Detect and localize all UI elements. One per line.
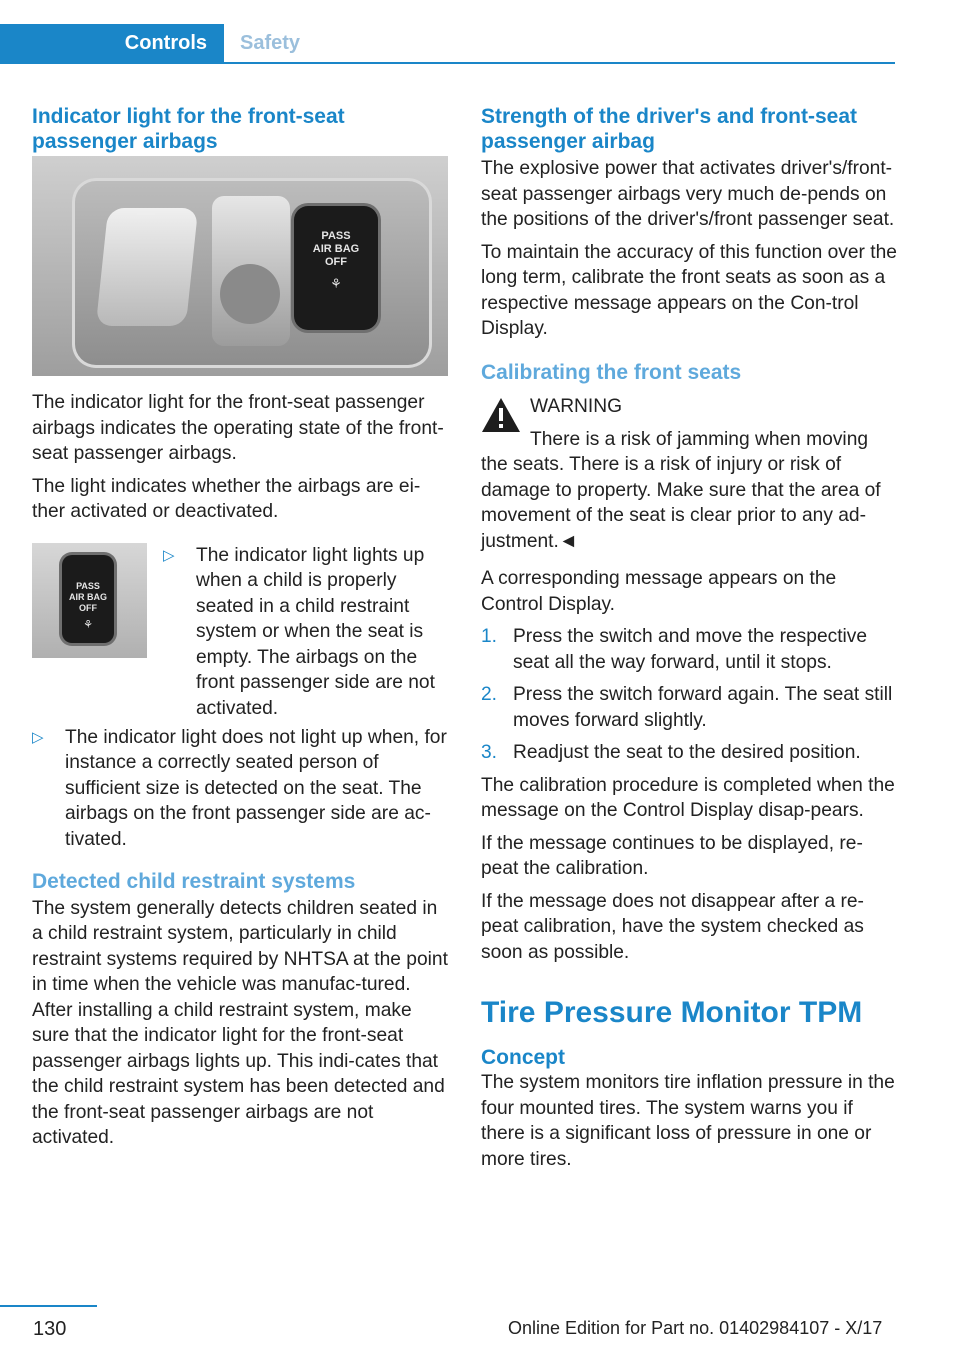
tab-safety[interactable]: Safety (240, 32, 301, 54)
tab-controls[interactable]: Controls (0, 24, 224, 62)
indicator-thumbnail: PASS AIR BAG OFF ⚘ (32, 543, 147, 658)
right-column (481, 104, 897, 1179)
airbag-strength-text: The explosive power that activates driver's/front-seat passenger airbags very much de‐pends on the positions of the driver's/front passenger seat. (481, 158, 895, 230)
indicator-desc: The indicator light for the front-seat passenger airbags indicates the operating state of the front-seat passenger airbags. (32, 392, 444, 464)
edition-note: Online Edition for Part no. 01402984107 - X/17 (508, 1318, 883, 1338)
warning-block (481, 393, 897, 427)
page-number: 130 (33, 1318, 67, 1340)
warning-title: WARNING (530, 395, 623, 417)
concept-text: The system monitors tire inflation pressure in the four mounted tires. The system warns you if there is a significant loss of pressure in one or more tires. (481, 1072, 895, 1170)
indicator-bullets: PASS AIR BAG OFF ⚘ ▷ The indicator light lights up when a child is properly seated in a child restraint system or when the seat is empty. The airbags on the front passenger side are not activated. (32, 543, 448, 725)
airbag-strength-heading: Strength of the driver's and front-seat passenger airbag (481, 105, 858, 153)
repeat-calibration: If the message continues to be displayed, re‐peat the calibration. (481, 832, 863, 879)
child-restraint-text: The system generally detects children seated in a child restraint system, particularly in child restraint systems required by NHTSA at the point in time when the vehicle was manufac‐tured. After installing a child restraint system, make sure that the indicator light for the front-seat passenger airbags lights up. This indi‐cates that the child restraint system has been detected and the front-seat passenger airbags are not activated. (32, 897, 448, 1148)
list-item: 3. Readjust the seat to the desired position. (481, 742, 861, 763)
warning-text: There is a risk of jamming when moving the seats. There is a risk of injury or risk of damage to property. Make sure that the area of movement of the seat is clear prior to any ad‐justment.◄ (481, 428, 881, 552)
pass-airbag-off-indicator: PASS AIR BAG OFF ⚘ (294, 206, 378, 330)
left-column (32, 104, 448, 1158)
tpm-title: Tire Pressure Monitor TPM (481, 996, 863, 1029)
message-note: A corresponding message appears on the Control Display. (481, 568, 837, 615)
have-checked: If the message does not disappear after a re‐peat calibration, have the system checked as soon as possible. (481, 890, 864, 963)
calibrating-heading: Calibrating the front seats (481, 360, 742, 384)
warning-icon (481, 397, 521, 433)
triangle-bullet-icon: ▷ (32, 728, 44, 746)
calibrate-advice: To maintain the accuracy of this function over the long term, calibrate the front seats as soon as a respective message appears on the Con‐trol Display. (481, 241, 897, 339)
indicator-state-desc: The light indicates whether the airbags are ei‐ther activated or deactivated. (32, 475, 421, 522)
list-item: ▷ The indicator light does not light up when, for instance a correctly seated person of sufficient size is detected on the seat. The airbags on the front passenger side are ac‐tivated. (32, 726, 447, 850)
child-restraint-heading: Detected child restraint systems (32, 869, 356, 893)
concept-heading: Concept (481, 1046, 565, 1069)
calibration-steps (481, 624, 897, 766)
list-item: 1. Press the switch and move the respective seat all the way forward, until it stops. (481, 626, 868, 673)
calibration-complete: The calibration procedure is completed when the message on the Control Display disap‐pears. (481, 774, 895, 821)
chapter-tabs (0, 24, 895, 64)
indicator-heading: Indicator light for the front-seat passenger airbags (32, 105, 345, 153)
footer-rule (0, 1305, 97, 1307)
airbag-switch-photo (32, 156, 448, 376)
list-item: 2. Press the switch forward again. The seat still moves forward slightly. (481, 684, 893, 731)
triangle-bullet-icon: ▷ (163, 546, 175, 564)
passenger-airbag-icon: ⚘ (330, 276, 342, 291)
